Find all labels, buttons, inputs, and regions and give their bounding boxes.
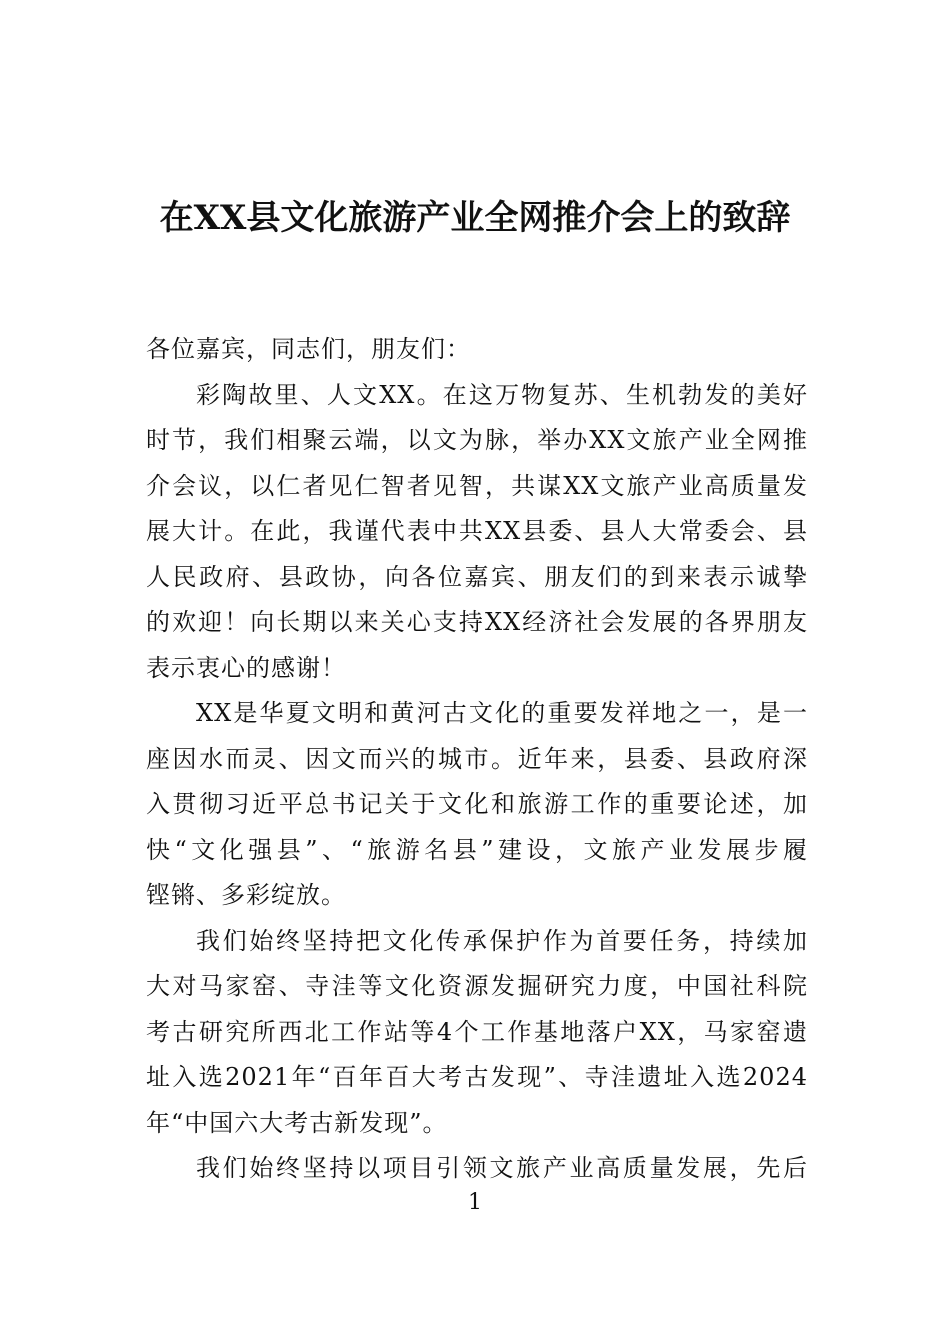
body-line: 人民政府、县政协，向各位嘉宾、朋友们的到来表示诚挚 [146, 562, 808, 591]
body-line: XX是华夏文明和黄河古文化的重要发祥地之一，是一 [196, 699, 808, 727]
body-line: 表示衷心的感谢！ [146, 653, 346, 682]
body-line: 考古研究所西北工作站等4个工作基地落户XX，马家窑遗 [146, 1017, 808, 1046]
body-line: 我们始终坚持把文化传承保护作为首要任务，持续加 [196, 926, 808, 955]
salutation-line: 各位嘉宾，同志们，朋友们： [146, 335, 471, 363]
body-line: 座因水而灵、因文而兴的城市。近年来，县委、县政府深 [146, 744, 808, 773]
body-line: 彩陶故里、人文XX。在这万物复苏、生机勃发的美好 [196, 380, 808, 409]
body-line: 址入选2021年“百年百大考古发现”、寺洼遗址入选2024 [146, 1063, 808, 1091]
body-line: 的欢迎！向长期以来关心支持XX经济社会发展的各界朋友 [146, 608, 808, 636]
body-line: 年“中国六大考古新发现”。 [146, 1108, 448, 1137]
body-line: 展大计。在此，我谨代表中共XX县委、县人大常委会、县 [146, 517, 808, 545]
body-line: 我们始终坚持以项目引领文旅产业高质量发展，先后 [196, 1154, 808, 1182]
body-line: 时节，我们相聚云端，以文为脉，举办XX文旅产业全网推 [146, 426, 808, 454]
document-title: 在XX县文化旅游产业全网推介会上的致辞 [159, 198, 791, 238]
document-body [146, 327, 808, 1192]
body-line: 铿锵、多彩绽放。 [146, 881, 346, 909]
page-number: 1 [468, 1190, 482, 1215]
body-line: 大对马家窑、寺洼等文化资源发掘研究力度，中国社科院 [146, 972, 808, 1000]
body-line: 介会议，以仁者见仁智者见智，共谋XX文旅产业高质量发 [146, 471, 808, 500]
body-line: 快“文化强县”、“旅游名县”建设，文旅产业发展步履 [146, 835, 808, 864]
body-line: 入贯彻习近平总书记关于文化和旅游工作的重要论述，加 [146, 790, 808, 818]
